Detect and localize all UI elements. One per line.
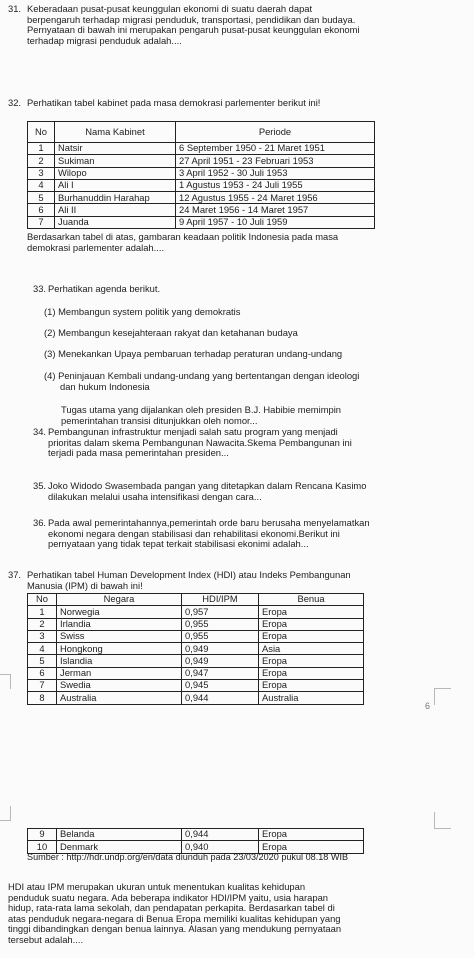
table-cell: Australia (57, 692, 182, 704)
question-number: 36. (33, 517, 47, 528)
table-cell: Natsir (55, 143, 176, 155)
question-text-line: Berdasarkan tabel di atas, gambaran keadaan politik Indonesia pada masa (27, 231, 339, 242)
table-cell: 0,940 (182, 841, 259, 853)
page-number: 6 (425, 701, 431, 711)
question-text-line: tersebut adalah.... (8, 933, 84, 945)
page-corner-mark (0, 674, 11, 689)
table-row (28, 667, 364, 679)
table-cell: Eropa (259, 618, 364, 630)
table-cell: 6 (28, 667, 57, 679)
column-header: Benua (259, 594, 364, 606)
table-cell: Wilopo (55, 167, 176, 179)
table-cell: 5 (28, 192, 55, 204)
question-text-line: terhadap migrasi penduduk adalah.... (27, 34, 182, 46)
table-cell: 0,945 (182, 680, 259, 692)
column-header: Nama Kabinet (55, 122, 176, 143)
table-cell: 5 (28, 655, 57, 667)
column-header: No (28, 594, 57, 606)
question-number: 37. (8, 569, 22, 580)
table-row (28, 630, 364, 642)
question-32-closing (27, 232, 464, 253)
table-row (28, 606, 364, 618)
table-header-row (28, 594, 364, 606)
table-cell: 8 (28, 692, 57, 704)
question-number: 35. (33, 480, 47, 491)
table-cell: 0,947 (182, 667, 259, 679)
table-cell: 27 April 1951 - 23 Februari 1953 (176, 155, 375, 167)
question-intro: Perhatikan tabel kabinet pada masa demokrasi parlementer berikut ini! (27, 97, 321, 108)
question-text-line: Perhatikan tabel Human Development Index (HDI) atau Indeks Pembangunan (27, 569, 351, 580)
question-number: 33. (33, 283, 47, 294)
question-text-line: terjadi pada masa pemerintahan presiden... (48, 447, 229, 459)
table-cell: 6 (28, 204, 55, 216)
table-cell: Denmark (57, 841, 182, 853)
table-cell: Belanda (57, 829, 182, 841)
table-cell: Ali I (55, 179, 176, 191)
table-cell: 7 (28, 680, 57, 692)
table-row (28, 143, 375, 155)
table-cell: 1 (28, 606, 57, 618)
table-cell: Islandia (57, 655, 182, 667)
table-cell: Eropa (259, 655, 364, 667)
table-row (28, 216, 375, 228)
column-header: Negara (57, 594, 182, 606)
table-row (28, 643, 364, 655)
column-header: No (28, 122, 55, 143)
agenda-item-continued: dan hukum Indonesia (60, 381, 150, 392)
table-cell: 1 (28, 143, 55, 155)
table-cell: 10 (28, 841, 57, 853)
table-cell: Swiss (57, 630, 182, 642)
table-cell: 2 (28, 618, 57, 630)
table-cell: 3 (28, 167, 55, 179)
agenda-item: (1) Membangun system politik yang demokratis (44, 306, 241, 317)
question-number: 32. (8, 97, 22, 108)
table-row (28, 179, 375, 191)
page-corner-mark (434, 812, 451, 829)
table-cell: 4 (28, 179, 55, 191)
table-cell: 3 (28, 630, 57, 642)
question-text-line: penduduk suatu negara. Ada beberapa indikator HDI/IPM yaitu, usia harapan (8, 891, 329, 903)
table-cell: Hongkong (57, 643, 182, 655)
hdi-table (27, 593, 364, 705)
table-cell: 6 September 1950 - 21 Maret 1951 (176, 143, 375, 155)
table-cell: Eropa (259, 667, 364, 679)
table-row (28, 618, 364, 630)
table-cell: 2 (28, 155, 55, 167)
question-text-line: pemerintahan transisi ditunjukkan oleh nomor... (61, 414, 258, 426)
question-text-line: prioritas dalam skema Pembangunan Nawacita.Skema Pembangunan ini (48, 436, 352, 448)
table-row (28, 204, 375, 216)
question-text-line: Manusia (IPM) di bawah ini! (27, 579, 143, 591)
table-cell: Australia (259, 692, 364, 704)
table-cell: Norwegia (57, 606, 182, 618)
question-text-line: Pembangunan infrastruktur menjadi salah satu program yang menjadi (48, 426, 338, 437)
table-cell: 12 Agustus 1955 - 24 Maret 1956 (176, 192, 375, 204)
table-cell: Ali II (55, 204, 176, 216)
table-source: Sumber : http://hdr.undp.org/en/data diunduh pada 23/03/2020 pukul 08.18 WIB (27, 852, 349, 862)
table-cell: Juanda (55, 216, 176, 228)
cabinet-table (27, 121, 375, 229)
table-row (28, 192, 375, 204)
table-cell: Asia (259, 643, 364, 655)
table-cell: Burhanuddin Harahap (55, 192, 176, 204)
table-header-row (28, 122, 375, 143)
table-cell: Eropa (259, 841, 364, 853)
table-row (28, 680, 364, 692)
table-cell: 0,949 (182, 655, 259, 667)
question-intro: Perhatikan agenda berikut. (48, 283, 161, 294)
table-row (28, 155, 375, 167)
table-cell: 0,944 (182, 829, 259, 841)
question-text-line: Pada awal pemerintahannya,pemerintah orde baru berusaha menyelamatkan (48, 517, 370, 528)
question-text-line: Pernyataan di bawah ini merupakan pengaruh pusat-pusat keunggulan ekonomi (27, 24, 360, 36)
question-text-line: hidup, rata-rata lama sekolah, dan pendapatan perkapita. Berdasarkan tabel di (8, 902, 335, 914)
agenda-item: (4) Peninjauan Kembali undang-undang yang bertentangan dengan ideologi (44, 370, 360, 381)
question-text-line: berpengaruh terhadap migrasi penduduk, transportasi, pendidikan dan budaya. (27, 13, 356, 25)
page-corner-mark (0, 806, 11, 821)
table-row (28, 655, 364, 667)
table-cell: 0,944 (182, 692, 259, 704)
table-cell: 0,955 (182, 618, 259, 630)
table-cell: Swedia (57, 680, 182, 692)
table-cell: Jerman (57, 667, 182, 679)
column-header: Periode (176, 122, 375, 143)
question-text-line: pernyataan yang tidak tepat terkait stabilisasi ekonimi adalah... (48, 538, 309, 550)
question-text-line: Tugas utama yang dijalankan oleh presiden B.J. Habibie memimpin (61, 404, 342, 415)
table-cell: 0,955 (182, 630, 259, 642)
table-cell: 9 April 1957 - 10 Juli 1959 (176, 216, 375, 228)
table-cell: Eropa (259, 829, 364, 841)
question-text-line: dilakukan melalui usaha intensifikasi dengan cara... (48, 490, 262, 502)
table-cell: Sukiman (55, 155, 176, 167)
question-text-line: atas penduduk negara-negara di Benua Eropa memiliki kualitas kehidupan yang (8, 912, 341, 924)
table-cell: Eropa (259, 606, 364, 618)
table-row (28, 692, 364, 704)
question-33-closing (61, 405, 341, 426)
question-text-line: HDI atau IPM merupakan ukuran untuk menentukan kualitas kehidupan (8, 881, 306, 892)
agenda-item: (3) Menekankan Upaya pembaruan terhadap peraturan undang-undang (44, 348, 343, 359)
table-row (28, 829, 364, 841)
question-text-line: Keberadaan pusat-pusat keunggulan ekonomi di suatu daerah dapat (27, 3, 313, 14)
table-cell: Eropa (259, 680, 364, 692)
agenda-item: (2) Membangun kesejahteraan rakyat dan ketahanan budaya (44, 327, 298, 338)
question-text-line: tinggi dibandingkan dengan benua lainnya. Alasan yang mendukung pernyataan (8, 923, 342, 935)
question-number: 31. (8, 3, 22, 14)
question-37-closing (8, 882, 466, 946)
table-cell: 3 April 1952 - 30 Juli 1953 (176, 167, 375, 179)
table-cell: 4 (28, 643, 57, 655)
table-cell: 24 Maret 1956 - 14 Maret 1957 (176, 204, 375, 216)
question-text-line: demokrasi parlementer adalah.... (27, 241, 165, 253)
table-cell: Eropa (259, 630, 364, 642)
table-cell: 0,949 (182, 643, 259, 655)
page-corner-mark (434, 688, 451, 705)
table-cell: 7 (28, 216, 55, 228)
question-text-line: ekonomi negara dengan stabilisasi dan rehabilitasi ekonomi.Berikut ini (48, 527, 340, 539)
question-number: 34. (33, 426, 47, 437)
table-cell: 0,957 (182, 606, 259, 618)
question-text-line: Joko Widodo Swasembada pangan yang ditetapkan dalam Rencana Kasimo (48, 480, 367, 491)
table-row (28, 167, 375, 179)
column-header: HDI/IPM (182, 594, 259, 606)
table-cell: 1 Agustus 1953 - 24 Juli 1955 (176, 179, 375, 191)
hdi-table-continued (27, 828, 364, 854)
table-cell: 9 (28, 829, 57, 841)
table-cell: Irlandia (57, 618, 182, 630)
